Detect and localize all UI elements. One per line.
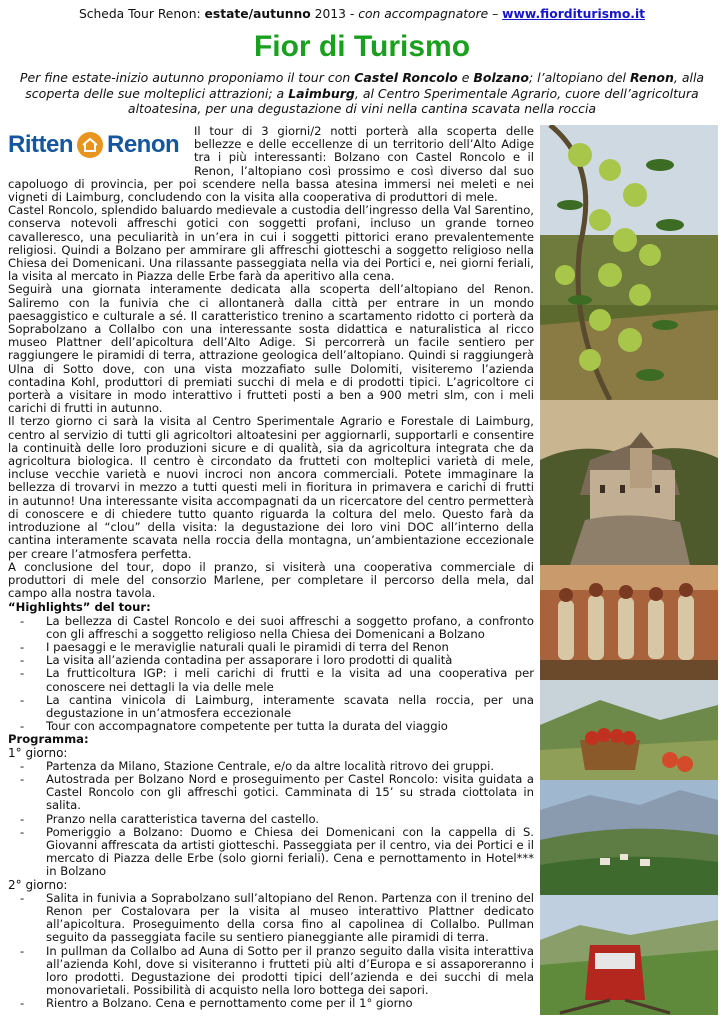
intro-renon: Renon — [630, 70, 674, 85]
body-paragraph-renon: Seguirà una giornata interamente dedicata alla scoperta dell’altopiano del Renon. Saliremo con la funivia che ci allontanerà dalla città per entrare in un mondo paesaggistico e culturale a sé. Il caratteristico trenino a scartamento ridotto ci porterà da Soprabolzano a Collalbo con una interessante sosta didattica e naturalistica al ricco museo Plattner dell’apicoltura dell’Alto Adige. Si percorrerà un facile sentiero per raggiungere le piramidi di terra, attrazione geologica dell’altopiano. Quindi si raggiungerà Ulna di Sotto dove, con una vista mozzafiato sulle Dolomiti, visiteremo l’azienda contadina Kohl, produttori di premiati succhi di mela e di prodotti tipici. L’agricoltore ci porterà a visitare in modo interattivo i frutteti posti a ben a 900 metri slm, con i meli carichi di frutti in autunno. — [8, 282, 534, 416]
body-paragraph-conclusion: A conclusione del tour, dopo il pranzo, si visiterà una cooperativa commerciale di produttori di mele del consorzio Marlene, per completare il percorso della mela, dal campo alla nostra tavola. — [8, 559, 534, 601]
header-guide: con accompagnatore — [358, 7, 489, 21]
list-item: - Pomeriggio a Bolzano: Duomo e Chiesa dei Domenicani con la cappella di S. Giovanni affrescata da artisti giotteschi. Passeggiata per il centro, via dei Portici e il mercato di Piazza delle Erbe (solo giorni feriali). Cena e pernottamento in Hotel*** in Bolzano — [46, 826, 534, 879]
intro-laimburg: Laimburg — [288, 85, 355, 101]
ritten-renon-logo — [8, 127, 188, 163]
list-item: - I paesaggi e le meraviglie naturali quali le piramidi di terra del Renon — [46, 641, 534, 654]
main-content — [8, 125, 534, 1011]
header-season: estate/autunno — [204, 7, 311, 21]
intro-castel-roncolo: Castel Roncolo — [354, 70, 458, 85]
photo-column — [540, 125, 718, 1015]
day-2-list — [8, 892, 534, 1011]
list-item: - Salita in funivia a Soprabolzano sull’altopiano del Renon. Partenza con il trenino del Renon per Costalovara per la visita al museo interattivo Plattner dedicato all’apicoltura. Proseguimento della corsa fino al capolinea di Collalbo. Pullman seguito da passeggiata facile su sentiero pianeggiante alle piramidi di terra. — [46, 892, 534, 945]
intro-text: e — [457, 70, 474, 85]
valley-photo — [540, 780, 718, 895]
header-line — [0, 6, 724, 22]
list-item: - Pranzo nella caratteristica taverna del castello. — [46, 813, 534, 826]
intro-bolzano: Bolzano — [473, 70, 529, 85]
intro-text: , al Centro Sperimentale Agrario, cuore dell’agricoltura altoatesina, per una degustazione di vini nella cantina scavata nella roccia — [127, 85, 699, 116]
day-1-title: 1° giorno: — [8, 745, 68, 760]
header-prefix: Scheda Tour Renon: — [78, 7, 205, 21]
list-item: - Tour con accompagnatore competente per tutta la durata del viaggio — [46, 720, 534, 733]
day-2-title: 2° giorno: — [8, 877, 68, 892]
apple-basket-photo — [540, 680, 718, 780]
programma-title: Programma: — [8, 732, 89, 747]
body-paragraph-intro: Il tour di 3 giorni/2 notti porterà alla scoperta delle bellezze e delle eccellenze di un territorio dell’Alto Adige tra i più interessanti: Bolzano con Castel Roncolo e il Renon, l’altopiano così prossimo e così diverso dal suo capoluogo di provincia, per poi scendere nella bassa atesina immersi nei meleti e nei vigneti di Laimburg, concludendo con la visita alla cooperativa di produttori di mele. — [8, 124, 534, 205]
intro-paragraph — [6, 70, 718, 117]
logo-word-ritten: Ritten — [8, 131, 73, 159]
logo-word-renon: Renon — [107, 131, 180, 159]
intro-text: Per fine estate-inizio autunno proponiamo il tour con — [19, 70, 355, 85]
list-item: - La bellezza di Castel Roncolo e dei suoi affreschi a soggetto profano, a confronto con gli affreschi a soggetto religioso nella Chiesa dei Domenicani a Bolzano — [46, 615, 534, 641]
fresco-photo — [540, 565, 718, 680]
list-item: - In pullman da Collalbo ad Auna di Sotto per il pranzo seguito dalla visita interattiva all’azienda Kohl, dove si visiteranno i frutteti più alti d’Europa e si assaporeranno i loro prodotti. Degustazione dei prodotti tipici dell’azienda e dei succhi di mela monovarietali. Possibilità di acquisto nella loro bottega dei sapori. — [46, 945, 534, 998]
list-item: - La frutticoltura IGP: i meli carichi di frutti e la visita ad una cooperativa per conoscere nei dettagli la via delle mele — [46, 667, 534, 693]
body-paragraph-laimburg: Il terzo giorno ci sarà la visita al Centro Sperimentale Agrario e Forestale di Laimburg, centro al servizio di tutti gli agricoltori altoatesini per aggiornarli, supportarli e consentire la continuità delle loro produzioni sicure e di qualità, sia da agricoltura integrata che da agricoltura biologica. Il centro è circondato da frutteti con molteplici varietà di mele, incluse vecchie varietà e nuovi incroci non ancora commerciali. Potete immaginare la bellezza di trovarvi in mezzo a tutti questi meli in fioritura in primavera e carichi di frutti in autunno! Una interessante visita accompagnati da un ricercatore del centro permetterà di conoscere e di chiedere tutto quanto riguarda la coltura del melo. Questo farà da introduzione al “clou” della visita: la degustazione dei loro vini DOC all’interno della cantina interamente scavata nella roccia della montagna, un’ambientazione eccezionale per creare l’atmosfera perfetta. — [8, 414, 534, 561]
castle-photo — [540, 400, 718, 565]
train-photo — [540, 895, 718, 1015]
header-year: 2013 - — [310, 7, 359, 21]
list-item: - Partenza da Milano, Stazione Centrale, e/o da altre località ritrovo dei gruppi. — [46, 760, 534, 773]
highlights-title: “Highlights” del tour: — [8, 600, 151, 615]
list-item: - Rientro a Bolzano. Cena e pernottamento come per il 1° giorno — [46, 997, 534, 1010]
body-paragraph-castel: Castel Roncolo, splendido baluardo medievale a custodia dell’ingresso della Val Sarentino, conserva notevoli affreschi gotici con soggetti profani, incluso un grande torneo cavalleresco, una peculiarità in un’era in cui i soggetti pittorici erano prevalentemente religiosi. Quindi a Bolzano per ammirare gli affreschi giotteschi a soggetto religioso nella Chiesa dei Domenicani. Una rilassante passeggiata nella via dei Portici e, nei giorni feriali, la visita al mercato in Piazza delle Erbe farà da aperitivo alla cena. — [8, 203, 534, 284]
logo-house-icon — [77, 132, 103, 158]
header-dash: – — [488, 7, 503, 21]
list-item: - Autostrada per Bolzano Nord e proseguimento per Castel Roncolo: visita guidata a Castel Roncolo con gli affreschi gotici. Camminata di 15’ su strada ciottolata in salita. — [46, 773, 534, 813]
intro-text: ; l’altopiano del — [529, 70, 630, 85]
page-title: Fior di Turismo — [253, 30, 471, 63]
highlights-list — [8, 615, 534, 734]
apple-tree-photo — [540, 125, 718, 400]
website-link[interactable]: www.fiorditurismo.it — [502, 7, 646, 21]
intro-text: , alla scoperta delle sue molteplici attrazioni; a — [25, 70, 705, 101]
list-item: - La cantina vinicola di Laimburg, interamente scavata nella roccia, per una degustazione in un’atmosfera eccezionale — [46, 694, 534, 720]
day-1-list — [8, 760, 534, 879]
list-item: - La visita all’azienda contadina per assaporare i loro prodotti di qualità — [46, 654, 534, 667]
